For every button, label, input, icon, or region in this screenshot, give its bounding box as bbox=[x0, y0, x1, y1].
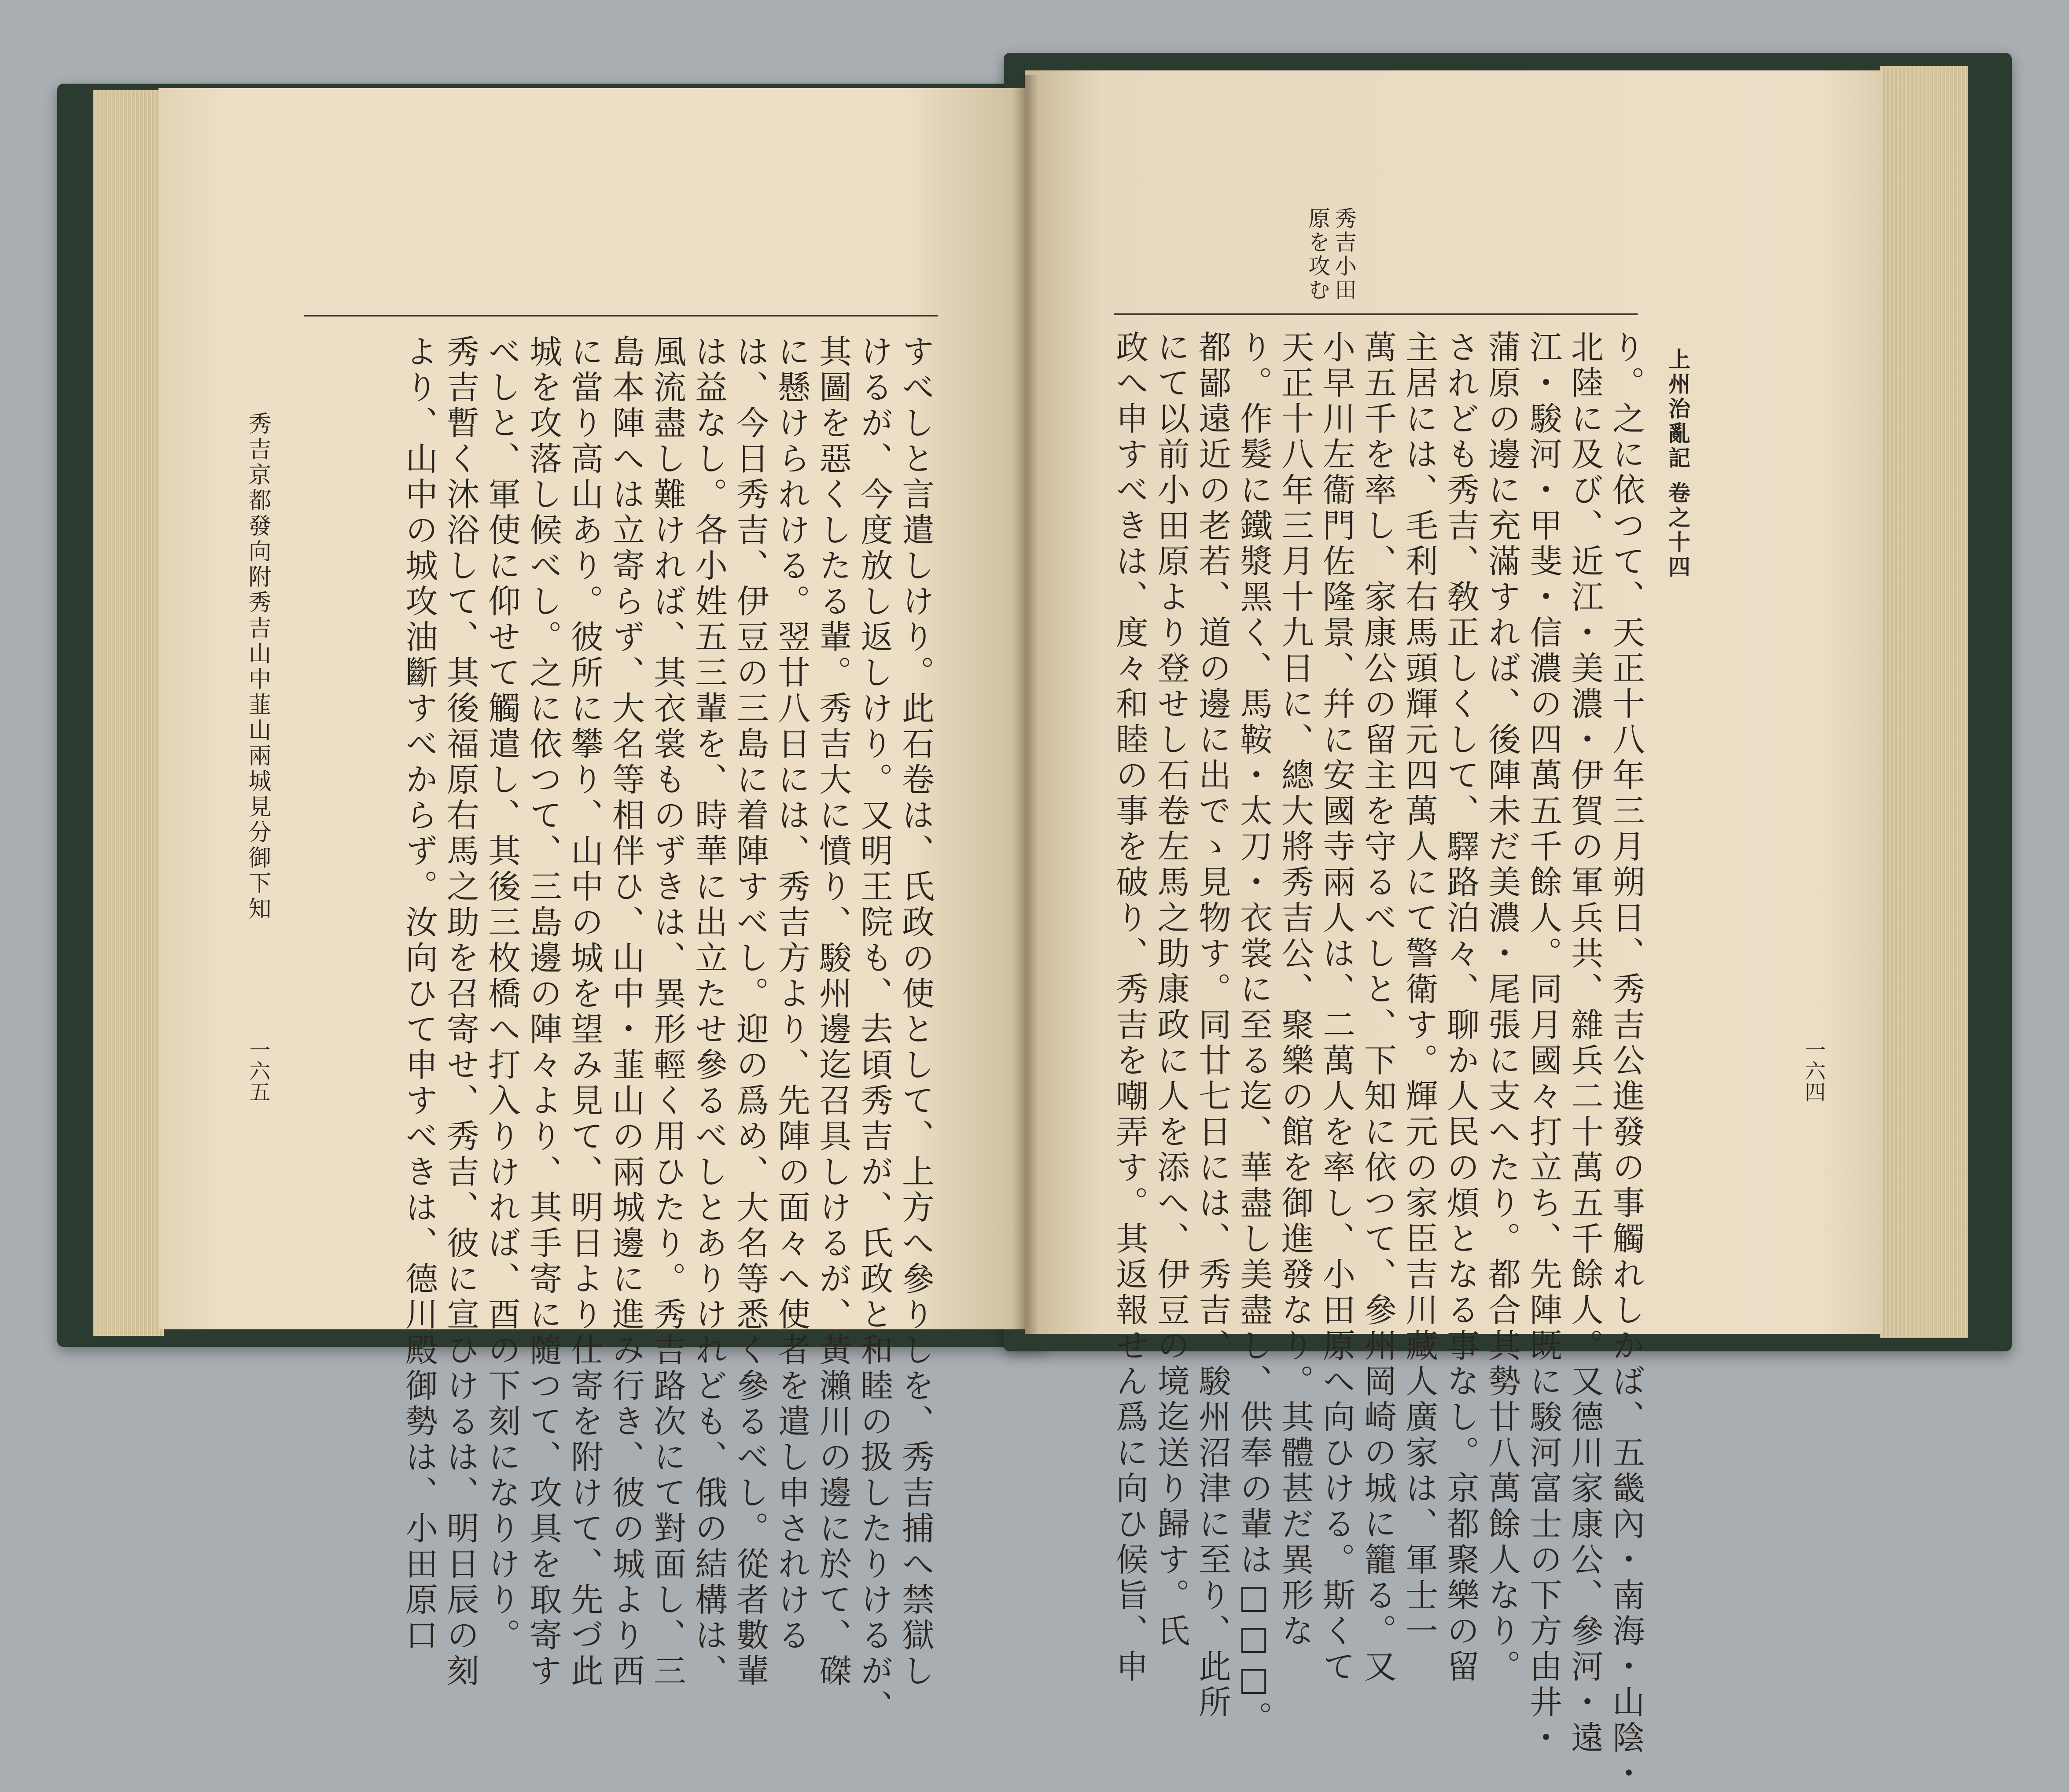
page-number-left: 一六五 bbox=[246, 1039, 270, 1102]
left-text-column: は、今日秀吉、伊豆の三島に着陣すべし。迎の爲め、大名等悉く參るべし。從者數輩 bbox=[731, 335, 769, 1689]
left-text-column: けるが、今度放し返しけり。又明王院も、去頃秀吉が、氏政と和睦の扱したりけるが、 bbox=[855, 335, 893, 1725]
right-text-column: にて以前小田原より登せし石卷左馬之助康政に人を添へ、伊豆の境迄送り歸す。氏 bbox=[1152, 330, 1190, 1649]
left-text-column: 城を攻落し候べし。之に依つて、三島邊の陣々より、其手寄に隨つて、攻具を取寄す bbox=[524, 335, 562, 1689]
left-text-column: 島本陣へは立寄らず、大名等相伴ひ、山中・韮山の兩城邊に進み行き、彼の城より西 bbox=[607, 335, 645, 1689]
right-text-column: 江・駿河・甲斐・信濃の四萬五千餘人。同月國々打立ち、先陣既に駿河富士の下方由井・ bbox=[1524, 330, 1562, 1756]
left-text-column: べしと、軍使に仰せて觸遣し、其後三枚橋へ打入りければ、酉の下刻になりけり。 bbox=[483, 335, 521, 1654]
right-text-column: り。之に依つて、天正十八年三月朔日、秀吉公進發の事觸れしかば、五畿內・南海・山陰・ bbox=[1607, 330, 1645, 1792]
right-header-rule bbox=[1114, 313, 1638, 315]
right-text-column: 萬五千を率し、家康公の留主を守るべしと、下知に依つて、參州岡崎の城に籠る。又 bbox=[1359, 330, 1397, 1685]
page-edges-right bbox=[1880, 66, 1968, 1338]
running-header: 上州治亂記 卷之十四 bbox=[1665, 348, 1691, 580]
left-text-column: すべしと言遣しけり。此石卷は、氏政の使として、上方へ參りしを、秀吉捕へ禁獄し bbox=[897, 335, 935, 1689]
footer-note: 秀吉京都發向附秀吉山中韮山兩城見分御下知 bbox=[244, 412, 271, 922]
left-header-rule bbox=[304, 315, 938, 316]
right-text-column: 北陸に及び、近江・美濃・伊賀の軍兵共、雜兵二十萬五千餘人。又德川家康公、參河・遠 bbox=[1566, 330, 1604, 1756]
right-text-column: 天正十八年三月十九日に、總大將秀吉公、聚樂の館を御進發なり。其體甚だ異形な bbox=[1276, 330, 1314, 1649]
right-text-column: り。作髮に鐵漿黑く、馬鞍・太刀・衣裳に至る迄、華盡し美盡し、供奉の輩は□□□。 bbox=[1235, 330, 1273, 1737]
right-text-column: 都鄙遠近の老若、道の邊に出でゝ見物す。同廿七日には、秀吉、駿州沼津に至り、此所 bbox=[1193, 330, 1231, 1721]
left-text-column: に懸けられける。翌廿八日には、秀吉方より、先陣の面々へ使者を遣し申されける bbox=[773, 335, 810, 1654]
margin-note-line-1: 秀吉小田 bbox=[1331, 207, 1357, 302]
right-text-column: 主居には、毛利右馬頭輝元四萬人にて警衛す。輝元の家臣吉川藏人廣家は、軍士一 bbox=[1400, 330, 1438, 1649]
left-text-column: より、山中の城攻油斷すべからず。汝向ひて申すべきは、德川殿御勢は、小田原口 bbox=[400, 335, 438, 1654]
right-text-column: 小早川左衞門佐隆景、幷に安國寺兩人は、二萬人を率し、小田原へ向ひける。斯くて bbox=[1318, 330, 1355, 1685]
right-text-column: 政へ申すべきは、度々和睦の事を破り、秀吉を嘲弄す。其返報せん爲に向ひ候旨、申 bbox=[1111, 330, 1149, 1685]
left-text-column: 風流盡し難ければ、其衣裳ものずきは、異形輕く用ひたり。秀吉路次にて對面し、三 bbox=[648, 335, 686, 1689]
left-text-column: 其圖を惡くしたる輩。秀吉大に憤り、駿州邊迄召具しけるが、黃瀨川の邊に於て、磔 bbox=[814, 335, 852, 1689]
margin-note-line-2: 原を攻む bbox=[1305, 207, 1330, 302]
book-gutter bbox=[1012, 75, 1039, 1334]
page-edges-left bbox=[93, 90, 164, 1336]
left-text-column: 秀吉暫く沐浴して、其後福原右馬之助を召寄せ、秀吉、彼に宣ひけるは、明日辰の刻 bbox=[442, 335, 479, 1689]
page-number-right: 一六四 bbox=[1801, 1039, 1826, 1102]
right-text-column: されども秀吉、敎正しくして、驛路泊々、聊か人民の煩となる事なし。京都聚樂の留 bbox=[1442, 330, 1480, 1685]
left-text-column: に當り高山あり。彼所に攀り、山中の城を望み見て、明日より仕寄を附けて、先づ此 bbox=[566, 335, 604, 1689]
right-text-column: 蒲原の邊に充滿すれば、後陣未だ美濃・尾張に支へたり。都合其勢廿八萬餘人なり。 bbox=[1483, 330, 1521, 1685]
left-text-column: は益なし。各小姓五三輩を、時華に出立たせ參るべしとありけれども、俄の結構は、 bbox=[690, 335, 728, 1689]
